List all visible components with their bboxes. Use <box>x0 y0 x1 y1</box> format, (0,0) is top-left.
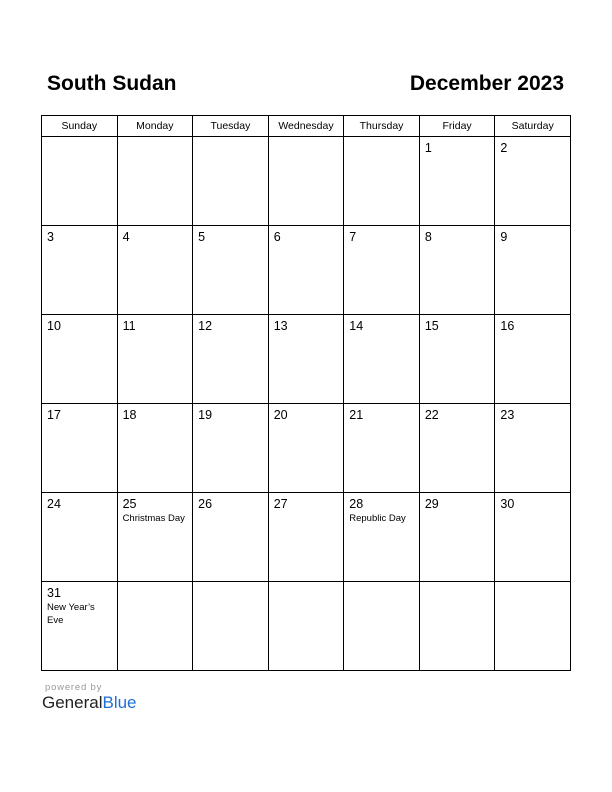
day-number: 24 <box>47 497 61 511</box>
day-cell <box>268 404 344 493</box>
day-number: 17 <box>47 408 61 422</box>
day-cell <box>344 493 420 582</box>
day-cell <box>42 404 118 493</box>
day-number: 10 <box>47 319 61 333</box>
day-cell <box>344 404 420 493</box>
weekday-header: Saturday <box>495 116 571 137</box>
day-number: 3 <box>47 230 54 244</box>
day-cell <box>344 582 420 671</box>
day-number: 8 <box>424 230 432 244</box>
day-cell <box>42 493 118 582</box>
day-number: 29 <box>424 497 439 511</box>
calendar-grid <box>41 115 571 671</box>
day-number <box>193 582 268 586</box>
day-cell <box>495 226 571 315</box>
day-cell <box>268 493 344 582</box>
weekday-header: Friday <box>419 116 495 137</box>
brand-name-general: General <box>42 693 103 712</box>
day-cell <box>419 493 495 582</box>
day-cell <box>117 404 193 493</box>
day-number: 31 <box>47 586 61 600</box>
day-number <box>344 582 419 586</box>
day-cell <box>344 226 420 315</box>
day-cell <box>42 137 118 226</box>
weekday-header: Sunday <box>42 116 118 137</box>
calendar-month-title: December 2023 <box>409 72 564 95</box>
day-number: 18 <box>122 408 137 422</box>
brand-name-blue: Blue <box>102 693 137 712</box>
week-row <box>42 582 571 671</box>
day-cell <box>193 315 269 404</box>
holiday-label: New Year’s Eve <box>47 602 95 626</box>
day-cell <box>117 137 193 226</box>
day-cell <box>495 137 571 226</box>
day-cell <box>193 137 269 226</box>
day-number: 23 <box>500 408 515 422</box>
powered-by-label: powered by <box>45 682 103 693</box>
weekday-header: Thursday <box>344 116 420 137</box>
day-number <box>269 582 344 586</box>
week-row <box>42 137 571 226</box>
day-number: 13 <box>273 319 288 333</box>
day-number: 20 <box>273 408 288 422</box>
day-cell <box>268 315 344 404</box>
day-cell <box>495 315 571 404</box>
day-number <box>118 137 193 141</box>
day-number: 25 <box>122 497 137 511</box>
weekday-header: Tuesday <box>193 116 269 137</box>
day-number: 27 <box>273 497 288 511</box>
day-number: 14 <box>349 319 364 333</box>
day-number <box>344 137 419 141</box>
day-cell <box>42 226 118 315</box>
day-cell <box>193 226 269 315</box>
day-cell <box>117 226 193 315</box>
day-number: 19 <box>198 408 213 422</box>
day-cell <box>268 582 344 671</box>
day-cell <box>193 404 269 493</box>
week-row <box>42 404 571 493</box>
week-row <box>42 493 571 582</box>
day-number: 30 <box>500 497 515 511</box>
generalblue-logo[interactable] <box>42 693 137 713</box>
weekday-header: Wednesday <box>268 116 344 137</box>
day-number: 21 <box>349 408 364 422</box>
weekday-header-row <box>42 116 571 137</box>
day-cell <box>495 582 571 671</box>
day-number: 5 <box>198 230 206 244</box>
day-number: 16 <box>500 319 515 333</box>
week-row <box>42 226 571 315</box>
day-number: 4 <box>122 230 130 244</box>
day-number <box>269 137 344 141</box>
day-cell <box>193 493 269 582</box>
week-row <box>42 315 571 404</box>
day-cell <box>117 315 193 404</box>
day-cell <box>419 582 495 671</box>
day-number: 2 <box>500 141 508 155</box>
day-number <box>495 582 570 586</box>
day-cell <box>344 315 420 404</box>
day-cell <box>117 493 193 582</box>
day-number: 9 <box>500 230 508 244</box>
day-number: 6 <box>273 230 281 244</box>
day-cell <box>419 404 495 493</box>
day-cell <box>42 315 118 404</box>
day-number <box>42 137 117 141</box>
day-cell <box>495 493 571 582</box>
weekday-header: Monday <box>117 116 193 137</box>
calendar-country-title: South Sudan <box>47 72 177 95</box>
day-number: 11 <box>122 319 136 333</box>
day-number: 12 <box>198 319 213 333</box>
day-number: 26 <box>198 497 213 511</box>
day-cell <box>419 315 495 404</box>
day-number <box>420 582 495 586</box>
day-cell <box>495 404 571 493</box>
day-cell <box>42 582 118 671</box>
day-cell <box>268 226 344 315</box>
day-cell <box>117 582 193 671</box>
day-cell <box>419 137 495 226</box>
day-cell <box>419 226 495 315</box>
holiday-label: Republic Day <box>349 513 406 524</box>
day-number: 7 <box>349 230 357 244</box>
day-cell <box>344 137 420 226</box>
day-number: 22 <box>424 408 439 422</box>
day-number <box>193 137 268 141</box>
day-number: 1 <box>424 141 432 155</box>
day-number: 28 <box>349 497 364 511</box>
day-number: 15 <box>424 319 439 333</box>
day-cell <box>268 137 344 226</box>
day-number <box>118 582 193 586</box>
day-cell <box>193 582 269 671</box>
holiday-label: Christmas Day <box>122 513 185 524</box>
